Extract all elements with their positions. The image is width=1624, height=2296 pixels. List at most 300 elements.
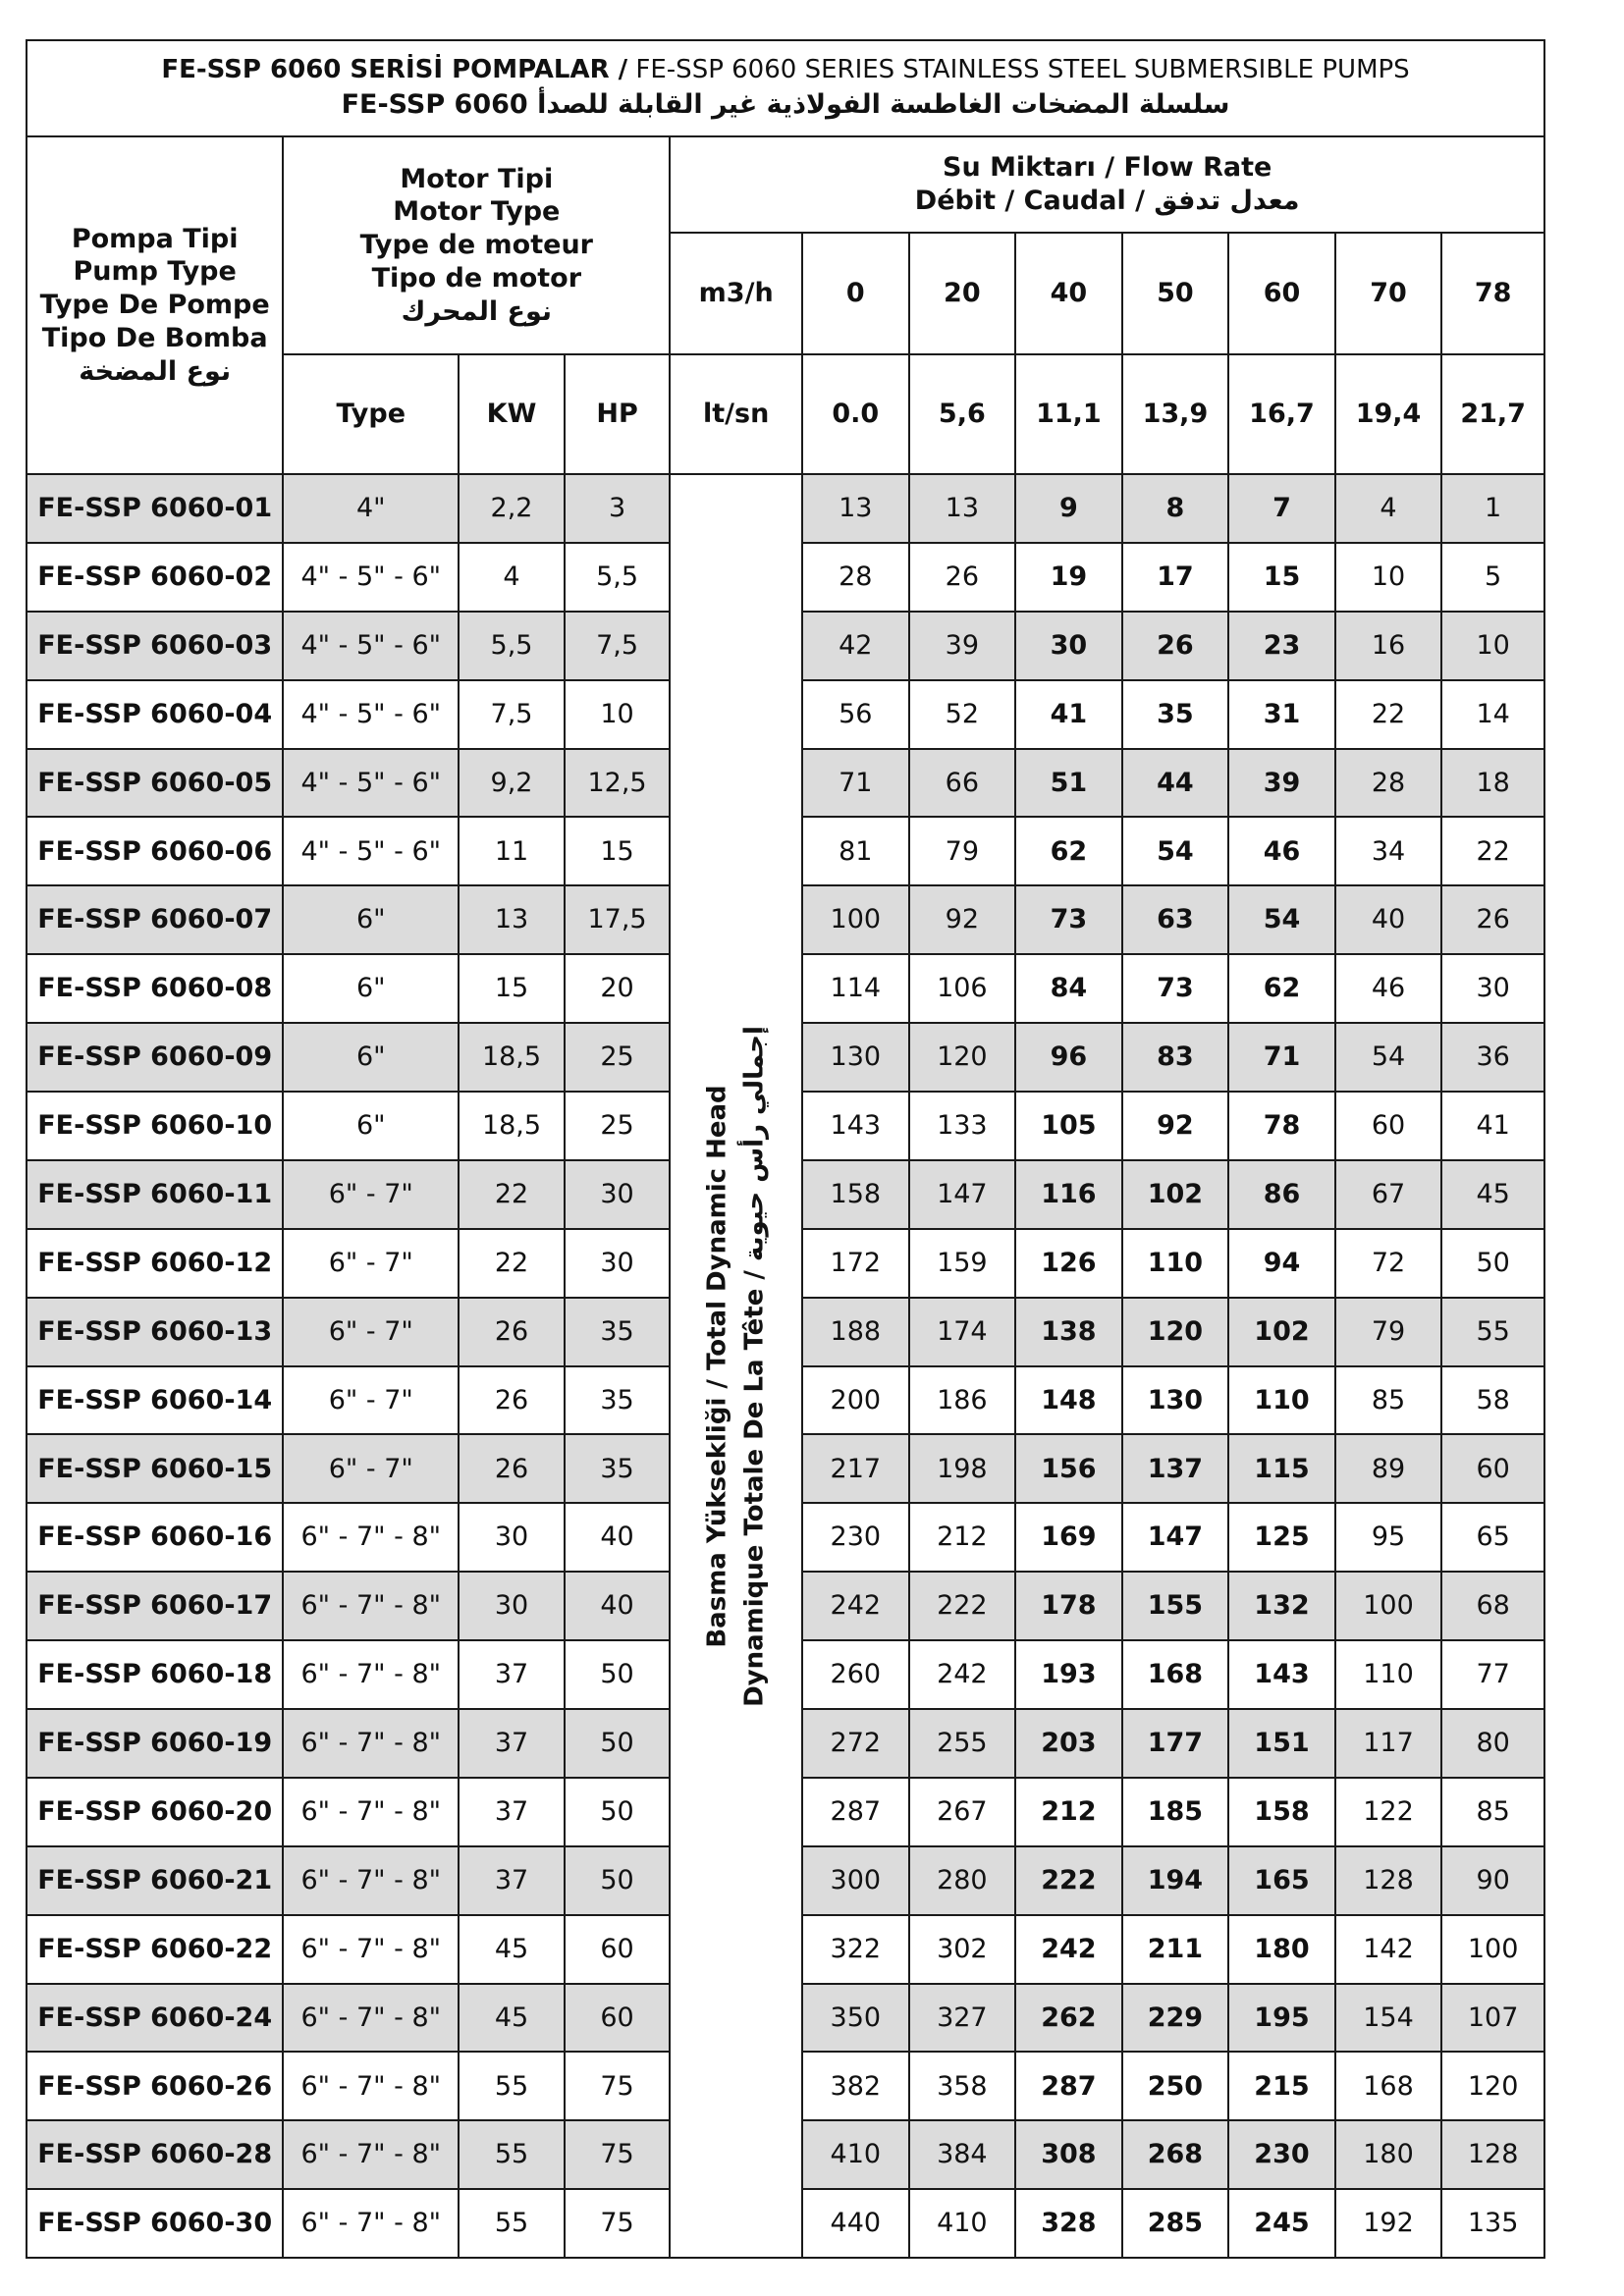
head-value-cell: 4 bbox=[1335, 474, 1442, 543]
m3h-value: 0 bbox=[802, 233, 909, 354]
hp-cell: 17,5 bbox=[565, 885, 671, 954]
head-value-cell: 23 bbox=[1228, 612, 1335, 680]
head-value-cell: 217 bbox=[802, 1434, 909, 1503]
kw-cell: 9,2 bbox=[459, 749, 565, 818]
head-value-cell: 41 bbox=[1441, 1092, 1544, 1160]
motor-type-cell: 6" - 7" - 8" bbox=[283, 1640, 459, 1709]
head-value-cell: 45 bbox=[1441, 1160, 1544, 1229]
head-value-cell: 30 bbox=[1015, 612, 1122, 680]
head-value-cell: 44 bbox=[1122, 749, 1229, 818]
head-value-cell: 120 bbox=[1441, 2052, 1544, 2120]
lts-value: 21,7 bbox=[1441, 354, 1544, 474]
head-value-cell: 100 bbox=[802, 885, 909, 954]
title-normal: FE-SSP 6060 SERIES STAINLESS STEEL SUBMERSIBLE PUMPS bbox=[627, 55, 1410, 85]
head-value-cell: 5 bbox=[1441, 543, 1544, 612]
pump-type-fr: Type De Pompe bbox=[39, 290, 270, 321]
flow-rate-line1: Su Miktarı / Flow Rate bbox=[943, 152, 1272, 184]
flow-rate-line2: Débit / Caudal / معدل تدفق bbox=[914, 186, 1300, 216]
head-value-cell: 54 bbox=[1122, 817, 1229, 885]
head-value-cell: 382 bbox=[802, 2052, 909, 2120]
kw-cell: 15 bbox=[459, 954, 565, 1023]
head-value-cell: 89 bbox=[1335, 1434, 1442, 1503]
head-value-cell: 165 bbox=[1228, 1846, 1335, 1915]
head-value-cell: 211 bbox=[1122, 1915, 1229, 1984]
head-value-cell: 16 bbox=[1335, 612, 1442, 680]
head-value-cell: 180 bbox=[1335, 2120, 1442, 2189]
lts-value: 13,9 bbox=[1122, 354, 1229, 474]
head-value-cell: 410 bbox=[909, 2189, 1016, 2258]
motor-type-cell: 4" - 5" - 6" bbox=[283, 612, 459, 680]
hp-cell: 75 bbox=[565, 2052, 671, 2120]
head-value-cell: 128 bbox=[1441, 2120, 1544, 2189]
kw-cell: 55 bbox=[459, 2052, 565, 2120]
motor-type-cell: 6" - 7" - 8" bbox=[283, 1503, 459, 1572]
head-value-cell: 358 bbox=[909, 2052, 1016, 2120]
head-value-cell: 285 bbox=[1122, 2189, 1229, 2258]
m3h-value: 60 bbox=[1228, 233, 1335, 354]
head-value-cell: 143 bbox=[802, 1092, 909, 1160]
motor-type-cell: 6" bbox=[283, 885, 459, 954]
kw-cell: 11 bbox=[459, 817, 565, 885]
motor-type-col: Type bbox=[283, 354, 459, 474]
head-value-cell: 287 bbox=[802, 1778, 909, 1846]
kw-cell: 55 bbox=[459, 2189, 565, 2258]
pump-model-cell: FE-SSP 6060-01 bbox=[27, 474, 283, 543]
motor-type-cell: 6" - 7" bbox=[283, 1298, 459, 1366]
head-value-cell: 106 bbox=[909, 954, 1016, 1023]
m3h-value: 40 bbox=[1015, 233, 1122, 354]
head-value-cell: 14 bbox=[1441, 680, 1544, 749]
head-value-cell: 71 bbox=[1228, 1023, 1335, 1092]
motor-type-en: Motor Type bbox=[393, 196, 561, 228]
head-label-line: Basma Yüksekliği / Total Dynamic Head bbox=[701, 1084, 731, 1648]
head-value-cell: 60 bbox=[1335, 1092, 1442, 1160]
head-value-cell: 115 bbox=[1228, 1434, 1335, 1503]
pump-model-cell: FE-SSP 6060-22 bbox=[27, 1915, 283, 1984]
head-value-cell: 92 bbox=[1122, 1092, 1229, 1160]
pump-model-cell: FE-SSP 6060-19 bbox=[27, 1709, 283, 1778]
head-value-cell: 73 bbox=[1015, 885, 1122, 954]
lts-value: 16,7 bbox=[1228, 354, 1335, 474]
hp-cell: 3 bbox=[565, 474, 671, 543]
head-value-cell: 56 bbox=[802, 680, 909, 749]
pump-model-cell: FE-SSP 6060-03 bbox=[27, 612, 283, 680]
head-value-cell: 26 bbox=[1441, 885, 1544, 954]
hp-cell: 30 bbox=[565, 1229, 671, 1298]
head-value-cell: 46 bbox=[1228, 817, 1335, 885]
head-value-cell: 72 bbox=[1335, 1229, 1442, 1298]
head-value-cell: 102 bbox=[1228, 1298, 1335, 1366]
hp-cell: 30 bbox=[565, 1160, 671, 1229]
kw-col: KW bbox=[459, 354, 565, 474]
pump-model-cell: FE-SSP 6060-26 bbox=[27, 2052, 283, 2120]
head-value-cell: 151 bbox=[1228, 1709, 1335, 1778]
table-row bbox=[27, 474, 1544, 543]
head-value-cell: 60 bbox=[1441, 1434, 1544, 1503]
head-value-cell: 174 bbox=[909, 1298, 1016, 1366]
kw-cell: 2,2 bbox=[459, 474, 565, 543]
head-value-cell: 28 bbox=[1335, 749, 1442, 818]
m3h-value: 50 bbox=[1122, 233, 1229, 354]
head-value-cell: 322 bbox=[802, 1915, 909, 1984]
pump-model-cell: FE-SSP 6060-05 bbox=[27, 749, 283, 818]
head-value-cell: 66 bbox=[909, 749, 1016, 818]
head-value-cell: 78 bbox=[1228, 1092, 1335, 1160]
motor-type-cell: 6" bbox=[283, 954, 459, 1023]
hp-cell: 25 bbox=[565, 1092, 671, 1160]
head-value-cell: 159 bbox=[909, 1229, 1016, 1298]
head-value-cell: 212 bbox=[1015, 1778, 1122, 1846]
pump-type-es: Tipo De Bomba bbox=[41, 322, 268, 353]
table-body bbox=[27, 474, 1544, 2258]
title-bold: FE-SSP 6060 SERİSİ POMPALAR / bbox=[161, 55, 628, 85]
head-value-cell: 230 bbox=[1228, 2120, 1335, 2189]
head-value-cell: 185 bbox=[1122, 1778, 1229, 1846]
head-value-cell: 172 bbox=[802, 1229, 909, 1298]
head-value-cell: 242 bbox=[1015, 1915, 1122, 1984]
head-value-cell: 41 bbox=[1015, 680, 1122, 749]
head-value-cell: 229 bbox=[1122, 1984, 1229, 2053]
head-value-cell: 242 bbox=[909, 1640, 1016, 1709]
head-value-cell: 110 bbox=[1335, 1640, 1442, 1709]
head-value-cell: 68 bbox=[1441, 1572, 1544, 1640]
kw-cell: 30 bbox=[459, 1503, 565, 1572]
head-value-cell: 250 bbox=[1122, 2052, 1229, 2120]
head-value-cell: 79 bbox=[1335, 1298, 1442, 1366]
head-value-cell: 7 bbox=[1228, 474, 1335, 543]
head-value-cell: 126 bbox=[1015, 1229, 1122, 1298]
head-value-cell: 222 bbox=[1015, 1846, 1122, 1915]
head-value-cell: 26 bbox=[909, 543, 1016, 612]
pump-model-cell: FE-SSP 6060-30 bbox=[27, 2189, 283, 2258]
head-value-cell: 143 bbox=[1228, 1640, 1335, 1709]
motor-type-cell: 6" bbox=[283, 1023, 459, 1092]
head-value-cell: 46 bbox=[1335, 954, 1442, 1023]
motor-type-ar: نوع المحرك bbox=[401, 295, 553, 327]
motor-type-cell: 4" - 5" - 6" bbox=[283, 543, 459, 612]
hp-cell: 50 bbox=[565, 1709, 671, 1778]
kw-cell: 37 bbox=[459, 1846, 565, 1915]
head-value-cell: 94 bbox=[1228, 1229, 1335, 1298]
pump-type-header bbox=[27, 136, 283, 474]
head-value-cell: 128 bbox=[1335, 1846, 1442, 1915]
motor-type-cell: 6" - 7" - 8" bbox=[283, 1846, 459, 1915]
head-value-cell: 135 bbox=[1441, 2189, 1544, 2258]
head-value-cell: 410 bbox=[802, 2120, 909, 2189]
hp-cell: 50 bbox=[565, 1778, 671, 1846]
head-value-cell: 222 bbox=[909, 1572, 1016, 1640]
motor-type-fr: Type de moteur bbox=[359, 230, 593, 261]
pump-model-cell: FE-SSP 6060-04 bbox=[27, 680, 283, 749]
kw-cell: 4 bbox=[459, 543, 565, 612]
head-value-cell: 215 bbox=[1228, 2052, 1335, 2120]
head-value-cell: 62 bbox=[1015, 817, 1122, 885]
head-value-cell: 328 bbox=[1015, 2189, 1122, 2258]
head-value-cell: 100 bbox=[1441, 1915, 1544, 1984]
motor-type-cell: 6" - 7" - 8" bbox=[283, 1709, 459, 1778]
head-value-cell: 22 bbox=[1441, 817, 1544, 885]
head-value-cell: 142 bbox=[1335, 1915, 1442, 1984]
kw-cell: 7,5 bbox=[459, 680, 565, 749]
head-value-cell: 245 bbox=[1228, 2189, 1335, 2258]
kw-cell: 5,5 bbox=[459, 612, 565, 680]
head-value-cell: 62 bbox=[1228, 954, 1335, 1023]
motor-type-cell: 6" - 7" - 8" bbox=[283, 1915, 459, 1984]
head-value-cell: 84 bbox=[1015, 954, 1122, 1023]
pump-model-cell: FE-SSP 6060-17 bbox=[27, 1572, 283, 1640]
head-value-cell: 280 bbox=[909, 1846, 1016, 1915]
head-value-cell: 26 bbox=[1122, 612, 1229, 680]
motor-type-cell: 6" - 7" bbox=[283, 1229, 459, 1298]
head-value-cell: 71 bbox=[802, 749, 909, 818]
head-value-cell: 158 bbox=[802, 1160, 909, 1229]
kw-cell: 26 bbox=[459, 1366, 565, 1435]
head-value-cell: 100 bbox=[1335, 1572, 1442, 1640]
motor-type-cell: 4" bbox=[283, 474, 459, 543]
head-value-cell: 272 bbox=[802, 1709, 909, 1778]
head-value-cell: 188 bbox=[802, 1298, 909, 1366]
head-value-cell: 178 bbox=[1015, 1572, 1122, 1640]
head-value-cell: 1 bbox=[1441, 474, 1544, 543]
table-title bbox=[27, 40, 1544, 136]
hp-cell: 35 bbox=[565, 1366, 671, 1435]
kw-cell: 45 bbox=[459, 1984, 565, 2053]
head-value-cell: 42 bbox=[802, 612, 909, 680]
head-value-cell: 17 bbox=[1122, 543, 1229, 612]
hp-cell: 5,5 bbox=[565, 543, 671, 612]
head-value-cell: 54 bbox=[1335, 1023, 1442, 1092]
head-value-cell: 194 bbox=[1122, 1846, 1229, 1915]
motor-type-cell: 6" - 7" - 8" bbox=[283, 2189, 459, 2258]
title-arabic: سلسلة المضخات الغاطسة الفولاذية غير القابلة للصدأ FE-SSP 6060 bbox=[341, 89, 1230, 121]
hp-cell: 75 bbox=[565, 2120, 671, 2189]
head-value-cell: 384 bbox=[909, 2120, 1016, 2189]
head-value-cell: 198 bbox=[909, 1434, 1016, 1503]
head-value-cell: 212 bbox=[909, 1503, 1016, 1572]
hp-cell: 7,5 bbox=[565, 612, 671, 680]
pump-model-cell: FE-SSP 6060-09 bbox=[27, 1023, 283, 1092]
pump-model-cell: FE-SSP 6060-14 bbox=[27, 1366, 283, 1435]
head-value-cell: 10 bbox=[1441, 612, 1544, 680]
head-value-cell: 54 bbox=[1228, 885, 1335, 954]
motor-type-tr: Motor Tipi bbox=[400, 163, 554, 194]
head-value-cell: 85 bbox=[1335, 1366, 1442, 1435]
m3h-value: 78 bbox=[1441, 233, 1544, 354]
head-value-cell: 116 bbox=[1015, 1160, 1122, 1229]
motor-type-header bbox=[283, 136, 670, 354]
head-value-cell: 86 bbox=[1228, 1160, 1335, 1229]
motor-type-cell: 6" - 7" - 8" bbox=[283, 1984, 459, 2053]
pump-model-cell: FE-SSP 6060-24 bbox=[27, 1984, 283, 2053]
head-value-cell: 96 bbox=[1015, 1023, 1122, 1092]
hp-cell: 35 bbox=[565, 1434, 671, 1503]
head-value-cell: 440 bbox=[802, 2189, 909, 2258]
head-value-cell: 13 bbox=[802, 474, 909, 543]
head-value-cell: 262 bbox=[1015, 1984, 1122, 2053]
kw-cell: 13 bbox=[459, 885, 565, 954]
head-value-cell: 19 bbox=[1015, 543, 1122, 612]
head-value-cell: 350 bbox=[802, 1984, 909, 2053]
pump-type-ar: نوع المضخة bbox=[79, 355, 232, 387]
hp-cell: 50 bbox=[565, 1640, 671, 1709]
head-value-cell: 200 bbox=[802, 1366, 909, 1435]
head-value-cell: 107 bbox=[1441, 1984, 1544, 2053]
head-value-cell: 155 bbox=[1122, 1572, 1229, 1640]
head-value-cell: 147 bbox=[1122, 1503, 1229, 1572]
head-value-cell: 40 bbox=[1335, 885, 1442, 954]
head-value-cell: 133 bbox=[909, 1092, 1016, 1160]
head-value-cell: 267 bbox=[909, 1778, 1016, 1846]
head-value-cell: 9 bbox=[1015, 474, 1122, 543]
head-value-cell: 156 bbox=[1015, 1434, 1122, 1503]
head-value-cell: 287 bbox=[1015, 2052, 1122, 2120]
pump-model-cell: FE-SSP 6060-18 bbox=[27, 1640, 283, 1709]
head-value-cell: 147 bbox=[909, 1160, 1016, 1229]
motor-type-cell: 6" bbox=[283, 1092, 459, 1160]
head-value-cell: 120 bbox=[1122, 1298, 1229, 1366]
head-value-cell: 77 bbox=[1441, 1640, 1544, 1709]
head-value-cell: 22 bbox=[1335, 680, 1442, 749]
pump-model-cell: FE-SSP 6060-21 bbox=[27, 1846, 283, 1915]
pump-model-cell: FE-SSP 6060-06 bbox=[27, 817, 283, 885]
kw-cell: 22 bbox=[459, 1229, 565, 1298]
head-value-cell: 65 bbox=[1441, 1503, 1544, 1572]
kw-cell: 18,5 bbox=[459, 1023, 565, 1092]
motor-type-cell: 6" - 7" - 8" bbox=[283, 1572, 459, 1640]
head-value-cell: 105 bbox=[1015, 1092, 1122, 1160]
flow-rate-header bbox=[670, 136, 1544, 233]
kw-cell: 30 bbox=[459, 1572, 565, 1640]
head-value-cell: 192 bbox=[1335, 2189, 1442, 2258]
head-value-cell: 31 bbox=[1228, 680, 1335, 749]
hp-cell: 40 bbox=[565, 1572, 671, 1640]
head-value-cell: 50 bbox=[1441, 1229, 1544, 1298]
head-value-cell: 114 bbox=[802, 954, 909, 1023]
head-value-cell: 52 bbox=[909, 680, 1016, 749]
head-value-cell: 177 bbox=[1122, 1709, 1229, 1778]
hp-cell: 60 bbox=[565, 1915, 671, 1984]
head-value-cell: 63 bbox=[1122, 885, 1229, 954]
head-value-cell: 203 bbox=[1015, 1709, 1122, 1778]
head-value-cell: 255 bbox=[909, 1709, 1016, 1778]
head-value-cell: 268 bbox=[1122, 2120, 1229, 2189]
head-value-cell: 300 bbox=[802, 1846, 909, 1915]
kw-cell: 37 bbox=[459, 1640, 565, 1709]
head-value-cell: 83 bbox=[1122, 1023, 1229, 1092]
head-value-cell: 39 bbox=[909, 612, 1016, 680]
head-value-cell: 67 bbox=[1335, 1160, 1442, 1229]
head-value-cell: 195 bbox=[1228, 1984, 1335, 2053]
hp-cell: 12,5 bbox=[565, 749, 671, 818]
head-value-cell: 169 bbox=[1015, 1503, 1122, 1572]
head-value-cell: 10 bbox=[1335, 543, 1442, 612]
pump-model-cell: FE-SSP 6060-12 bbox=[27, 1229, 283, 1298]
hp-cell: 15 bbox=[565, 817, 671, 885]
head-value-cell: 85 bbox=[1441, 1778, 1544, 1846]
head-value-cell: 34 bbox=[1335, 817, 1442, 885]
pump-model-cell: FE-SSP 6060-08 bbox=[27, 954, 283, 1023]
pump-model-cell: FE-SSP 6060-02 bbox=[27, 543, 283, 612]
head-value-cell: 39 bbox=[1228, 749, 1335, 818]
head-value-cell: 130 bbox=[802, 1023, 909, 1092]
pump-model-cell: FE-SSP 6060-13 bbox=[27, 1298, 283, 1366]
kw-cell: 22 bbox=[459, 1160, 565, 1229]
head-value-cell: 92 bbox=[909, 885, 1016, 954]
head-value-cell: 125 bbox=[1228, 1503, 1335, 1572]
head-value-cell: 73 bbox=[1122, 954, 1229, 1023]
pump-model-cell: FE-SSP 6060-28 bbox=[27, 2120, 283, 2189]
pump-model-cell: FE-SSP 6060-11 bbox=[27, 1160, 283, 1229]
head-value-cell: 95 bbox=[1335, 1503, 1442, 1572]
head-value-cell: 8 bbox=[1122, 474, 1229, 543]
pump-performance-table bbox=[26, 39, 1545, 2259]
kw-cell: 55 bbox=[459, 2120, 565, 2189]
lts-value: 5,6 bbox=[909, 354, 1016, 474]
head-value-cell: 180 bbox=[1228, 1915, 1335, 1984]
hp-cell: 35 bbox=[565, 1298, 671, 1366]
hp-col: HP bbox=[565, 354, 671, 474]
lts-label: lt/sn bbox=[670, 354, 802, 474]
head-value-cell: 110 bbox=[1228, 1366, 1335, 1435]
m3h-value: 20 bbox=[909, 233, 1016, 354]
head-value-cell: 15 bbox=[1228, 543, 1335, 612]
hp-cell: 10 bbox=[565, 680, 671, 749]
kw-cell: 37 bbox=[459, 1778, 565, 1846]
head-value-cell: 242 bbox=[802, 1572, 909, 1640]
hp-cell: 75 bbox=[565, 2189, 671, 2258]
head-value-cell: 80 bbox=[1441, 1709, 1544, 1778]
head-value-cell: 154 bbox=[1335, 1984, 1442, 2053]
head-value-cell: 168 bbox=[1122, 1640, 1229, 1709]
lts-value: 19,4 bbox=[1335, 354, 1442, 474]
hp-cell: 60 bbox=[565, 1984, 671, 2053]
head-value-cell: 302 bbox=[909, 1915, 1016, 1984]
head-value-cell: 28 bbox=[802, 543, 909, 612]
head-value-cell: 308 bbox=[1015, 2120, 1122, 2189]
hp-cell: 40 bbox=[565, 1503, 671, 1572]
kw-cell: 26 bbox=[459, 1434, 565, 1503]
head-value-cell: 193 bbox=[1015, 1640, 1122, 1709]
motor-type-cell: 6" - 7" bbox=[283, 1366, 459, 1435]
pump-model-cell: FE-SSP 6060-07 bbox=[27, 885, 283, 954]
motor-type-cell: 4" - 5" - 6" bbox=[283, 680, 459, 749]
motor-type-es: Tipo de motor bbox=[371, 262, 582, 294]
head-value-cell: 122 bbox=[1335, 1778, 1442, 1846]
m3h-label: m3/h bbox=[670, 233, 802, 354]
head-value-cell: 30 bbox=[1441, 954, 1544, 1023]
head-value-cell: 110 bbox=[1122, 1229, 1229, 1298]
pump-model-cell: FE-SSP 6060-10 bbox=[27, 1092, 283, 1160]
head-value-cell: 13 bbox=[909, 474, 1016, 543]
total-dynamic-head-label bbox=[670, 474, 802, 2258]
head-value-cell: 168 bbox=[1335, 2052, 1442, 2120]
head-value-cell: 117 bbox=[1335, 1709, 1442, 1778]
head-value-cell: 260 bbox=[802, 1640, 909, 1709]
head-value-cell: 327 bbox=[909, 1984, 1016, 2053]
head-value-cell: 130 bbox=[1122, 1366, 1229, 1435]
head-value-cell: 35 bbox=[1122, 680, 1229, 749]
head-value-cell: 102 bbox=[1122, 1160, 1229, 1229]
pump-type-tr: Pompa Tipi bbox=[71, 223, 239, 254]
pump-type-en: Pump Type bbox=[73, 256, 237, 288]
motor-type-cell: 6" - 7" bbox=[283, 1434, 459, 1503]
head-value-cell: 36 bbox=[1441, 1023, 1544, 1092]
head-value-cell: 79 bbox=[909, 817, 1016, 885]
head-value-cell: 120 bbox=[909, 1023, 1016, 1092]
motor-type-cell: 6" - 7" bbox=[283, 1160, 459, 1229]
kw-cell: 18,5 bbox=[459, 1092, 565, 1160]
head-value-cell: 158 bbox=[1228, 1778, 1335, 1846]
